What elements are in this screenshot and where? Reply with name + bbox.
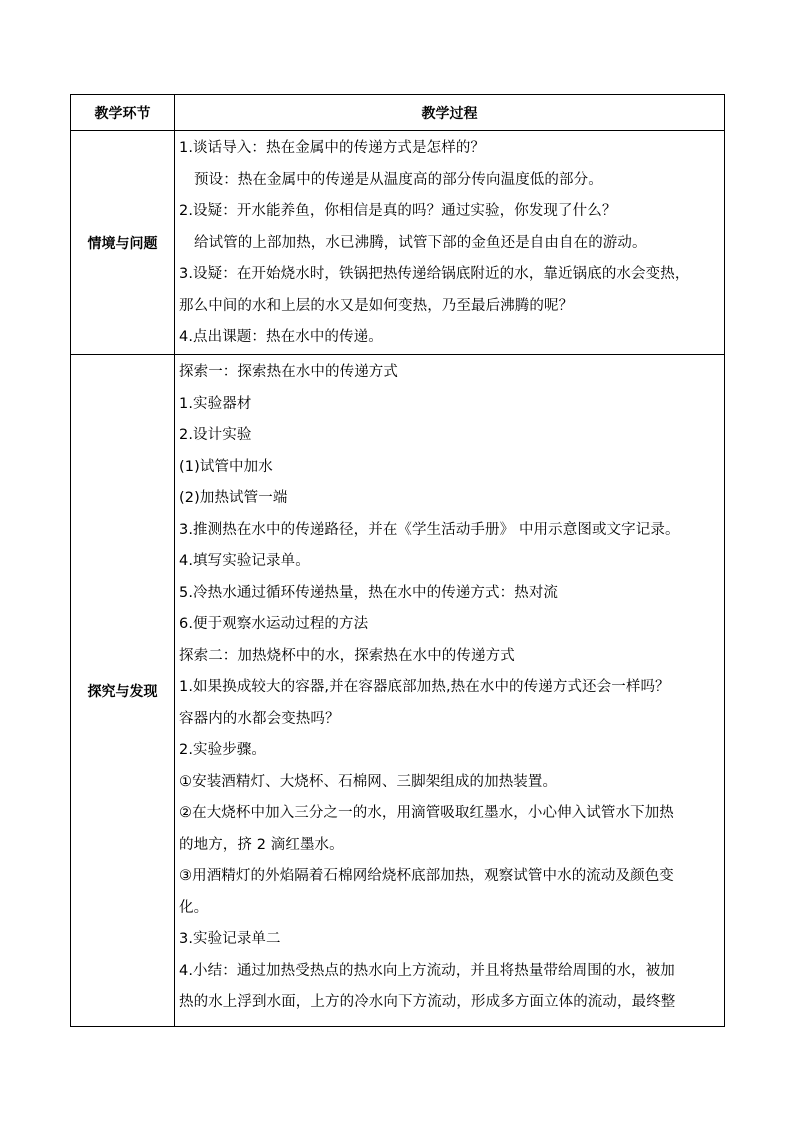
process-line: 4.小结：通过加热受热点的热水向上方流动，并且将热量带给周围的水，被加 xyxy=(179,962,675,979)
process-line: 容器内的水都会变热吗？ xyxy=(179,710,340,727)
process-line: 给试管的上部加热，水已沸腾，试管下部的金鱼还是自由自在的游动。 xyxy=(194,234,647,251)
lesson-plan-table xyxy=(70,94,725,1027)
process-line: (2)加热试管一端 xyxy=(179,490,288,506)
stage-cell: 情境与问题 xyxy=(71,131,175,355)
table-header-row xyxy=(71,95,725,131)
process-line: 3.实验记录单二 xyxy=(179,931,281,947)
table-row xyxy=(71,355,725,1027)
process-cell xyxy=(175,131,725,355)
table-row xyxy=(71,131,725,355)
process-line: 2.实验步骤。 xyxy=(179,742,267,758)
process-line: 2.设疑：开水能养鱼，你相信是真的吗？通过实验，你发现了什么？ xyxy=(179,203,617,219)
process-line: 3.设疑：在开始烧水时，铁锅把热传递给锅底附近的水，靠近锅底的水会变热， xyxy=(179,266,690,282)
process-line: ①安装酒精灯、大烧杯、石棉网、三脚架组成的加热装置。 xyxy=(179,773,558,790)
process-line: 1.如果换成较大的容器,并在容器底部加热,热在水中的传递方式还会一样吗？ xyxy=(179,679,670,695)
process-line: ②在大烧杯中加入三分之一的水，用滴管吸取红墨水，小心伸入试管水下加热 xyxy=(179,805,674,821)
process-line: ③用酒精灯的外焰隔着石棉网给烧杯底部加热，观察试管中水的流动及颜色变 xyxy=(179,868,674,884)
process-line: 1.谈话导入：热在金属中的传递方式是怎样的？ xyxy=(179,140,486,156)
process-line: 2.设计实验 xyxy=(179,427,252,443)
header-stage: 教学环节 xyxy=(71,95,175,131)
process-line: 4.填写实验记录单。 xyxy=(179,553,310,569)
stage-cell: 探究与发现 xyxy=(71,355,175,1027)
process-line: 预设：热在金属中的传递是从温度高的部分传向温度低的部分。 xyxy=(194,171,603,188)
process-line: 1.实验器材 xyxy=(179,395,252,412)
process-line: 热的水上浮到水面，上方的冷水向下方流动，形成多方面立体的流动，最终整 xyxy=(179,994,676,1010)
process-line: 探索一：探索热在水中的传递方式 xyxy=(179,364,398,380)
process-line: (1)试管中加水 xyxy=(179,458,273,475)
process-line: 5.冷热水通过循环传递热量，热在水中的传递方式：热对流 xyxy=(179,584,559,601)
process-line: 6.便于观察水运动过程的方法 xyxy=(179,616,369,632)
process-line: 那么中间的水和上层的水又是如何变热，乃至最后沸腾的呢？ xyxy=(179,297,574,314)
process-line: 4.点出课题：热在水中的传递。 xyxy=(179,329,383,345)
process-line: 3.推测热在水中的传递路径，并在《学生活动手册》 中用示意图或文字记录。 xyxy=(179,521,680,538)
header-process: 教学过程 xyxy=(175,95,725,131)
process-line: 探索二：加热烧杯中的水，探索热在水中的传递方式 xyxy=(179,647,515,664)
process-line: 化。 xyxy=(179,899,209,916)
process-cell xyxy=(175,355,725,1027)
process-line: 的地方，挤 2 滴红墨水。 xyxy=(179,836,344,853)
